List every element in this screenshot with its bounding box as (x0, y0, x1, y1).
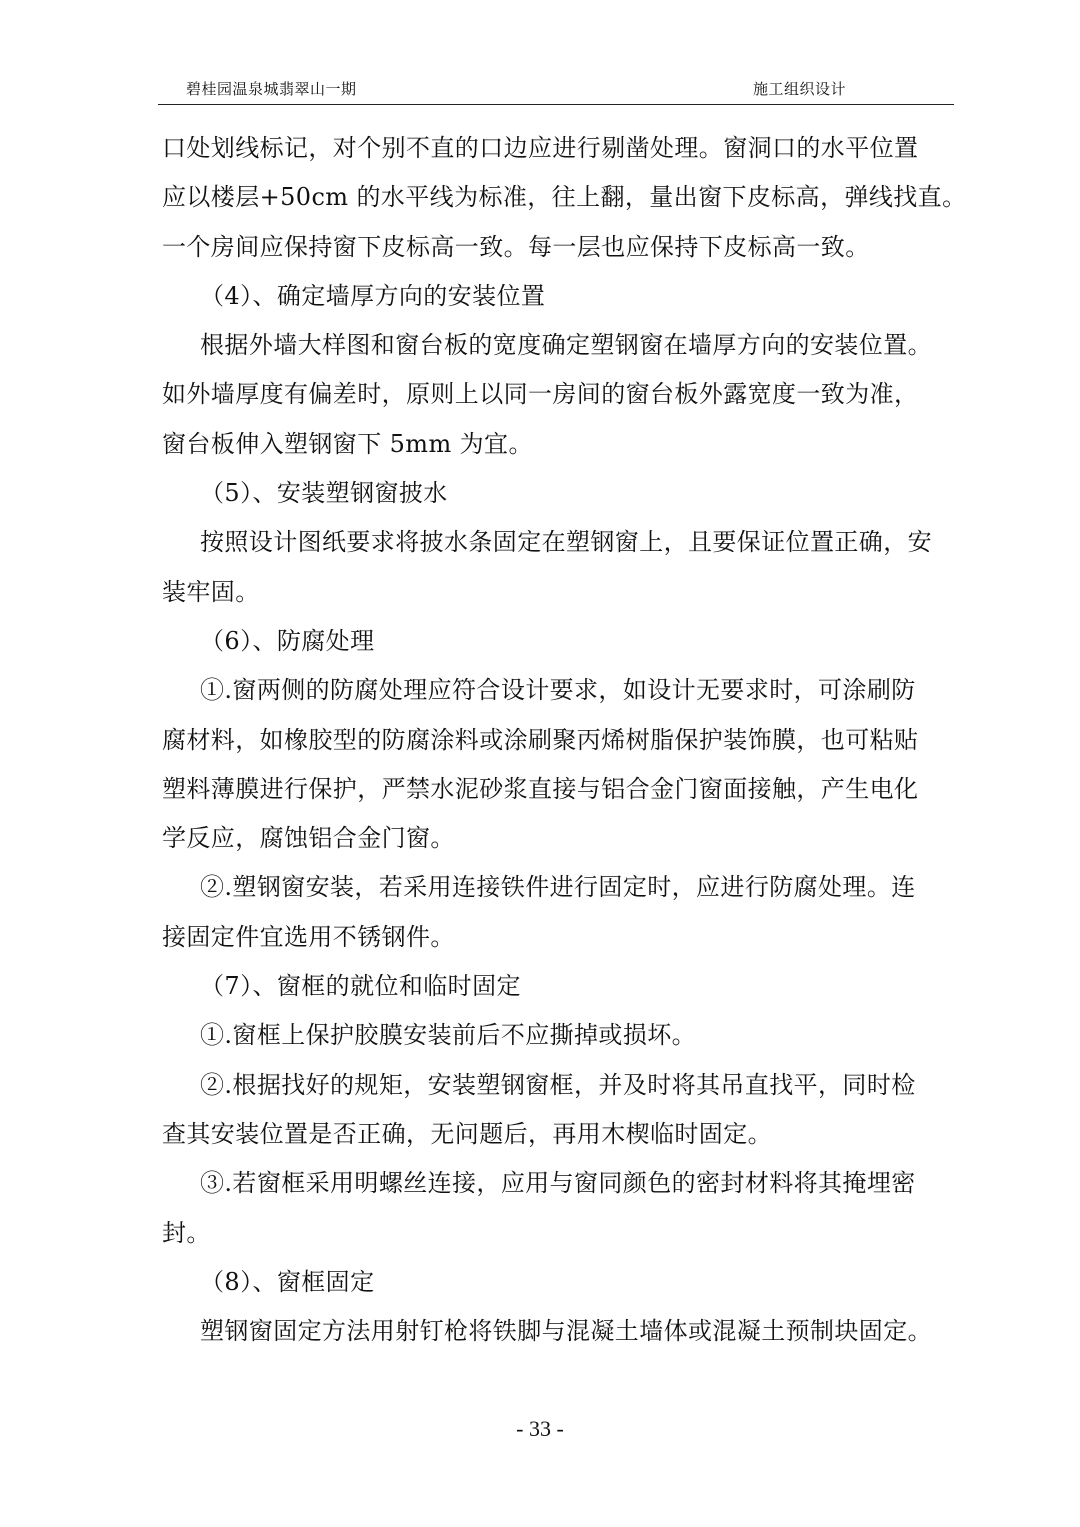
document-body (162, 124, 967, 1356)
text-line: 一个房间应保持窗下皮标高一致。每一层也应保持下皮标高一致。 (162, 232, 870, 261)
text-line: ①.窗框上保护胶膜安装前后不应撕掉或损坏。 (200, 1021, 697, 1050)
text-line: 口处划线标记，对个别不直的口边应进行剔凿处理。窗洞口的水平位置 (162, 134, 919, 162)
header-document-title: 施工组织设计 (752, 80, 846, 98)
section-heading: （7）、窗框的就位和临时固定 (200, 972, 521, 1001)
text-line: 应以楼层+50cm 的水平线为标准，往上翻，量出窗下皮标高，弹线找直。 (162, 183, 967, 212)
text-line: 装牢固。 (162, 577, 260, 606)
text-line: 查其安装位置是否正确，无问题后，再用木楔临时固定。 (162, 1119, 772, 1148)
text-line: ③.若窗框采用明螺丝连接，应用与窗同颜色的密封材料将其掩埋密 (200, 1169, 916, 1198)
text-line: ②.塑钢窗安装，若采用连接铁件进行固定时，应进行防腐处理。连 (200, 873, 916, 902)
section-heading: （5）、安装塑钢窗披水 (200, 479, 448, 508)
page-number: - 33 - (516, 1416, 564, 1441)
text-line: 塑料薄膜进行保护，严禁水泥砂浆直接与铝合金门窗面接触，产生电化 (162, 774, 919, 803)
text-line: 封。 (162, 1218, 211, 1247)
text-line: ①.窗两侧的防腐处理应符合设计要求，如设计无要求时，可涂刷防 (200, 676, 916, 705)
text-line: 窗台板伸入塑钢窗下 5mm 为宜。 (162, 429, 533, 458)
text-line: ②.根据找好的规矩，安装塑钢窗框，并及时将其吊直找平，同时检 (200, 1070, 916, 1099)
text-line: 接固定件宜选用不锈钢件。 (162, 922, 455, 951)
text-line: 按照设计图纸要求将披水条固定在塑钢窗上，且要保证位置正确，安 (200, 528, 932, 557)
text-line: 根据外墙大样图和窗台板的宽度确定塑钢窗在墙厚方向的安装位置。 (200, 331, 932, 360)
page-header (158, 74, 954, 105)
section-heading: （8）、窗框固定 (200, 1267, 375, 1296)
text-line: 塑钢窗固定方法用射钉枪将铁脚与混凝土墙体或混凝土预制块固定。 (200, 1317, 932, 1346)
text-line: 学反应，腐蚀铝合金门窗。 (162, 824, 455, 853)
header-project-name: 碧桂园温泉城翡翠山一期 (186, 80, 357, 98)
text-line: 如外墙厚度有偏差时，原则上以同一房间的窗台板外露宽度一致为准， (162, 380, 919, 409)
section-heading: （4）、确定墙厚方向的安装位置 (200, 281, 546, 310)
section-heading: （6）、防腐处理 (200, 626, 375, 655)
text-line: 腐材料，如橡胶型的防腐涂料或涂刷聚丙烯树脂保护装饰膜，也可粘贴 (162, 725, 919, 754)
